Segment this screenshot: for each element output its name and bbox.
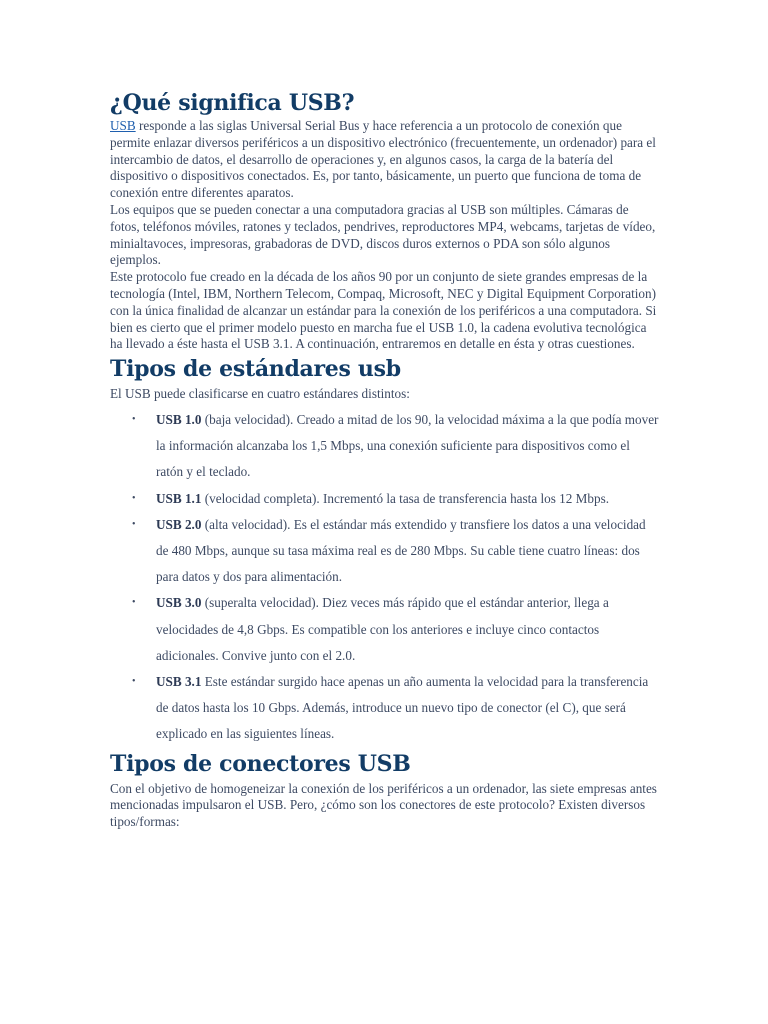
standard-name: USB 2.0 bbox=[156, 516, 202, 532]
standard-name: USB 3.1 bbox=[156, 673, 202, 689]
standard-description: Este estándar surgido hace apenas un año aumenta la velocidad para la transferencia de datos hasta los 10 Gbps. Además, introduce un nuevo tipo de conector (el C), que será explicado en las siguientes líneas. bbox=[156, 673, 649, 742]
paragraph-usb-definition bbox=[110, 118, 660, 202]
list-item bbox=[110, 407, 660, 486]
paragraph-usb-definition-text: responde a las siglas Universal Serial Bus y hace referencia a un protocolo de conexión que permite enlazar diversos periféricos a un dispositivo electrónico (frecuentemente, un ordenador) para el intercambio de datos, el desarrollo de operaciones y, en algunos casos, la carga de la batería del dispositivo o dispositivos conectados. Es, por tanto, básicamente, un puerto que funciona de toma de conexión entre diferentes aparatos. bbox=[110, 118, 656, 201]
list-item bbox=[110, 486, 660, 512]
standard-name: USB 1.1 bbox=[156, 490, 202, 506]
section-title-tipos-de-estandares: Tipos de estándares usb bbox=[110, 356, 401, 383]
bullet-icon: • bbox=[132, 413, 136, 425]
bullet-icon: • bbox=[132, 597, 136, 609]
section-title-tipos-de-conectores: Tipos de conectores USB bbox=[110, 750, 411, 777]
standard-description: (baja velocidad). Creado a mitad de los 90, la velocidad máxima a la que podía mover la información alcanzaba los 1,5 Mbps, una conexión suficiente para dispositivos como el ratón y el teclado. bbox=[156, 411, 659, 480]
list-item bbox=[110, 512, 660, 591]
standard-description: (alta velocidad). Es el estándar más extendido y transfiere los datos a una velocidad de 480 Mbps, aunque su tasa máxima real es de 280 Mbps. Su cable tiene cuatro líneas: dos para datos y dos para alimentación. bbox=[156, 516, 646, 585]
section-title-que-significa-usb: ¿Qué significa USB? bbox=[110, 90, 355, 116]
document-page bbox=[110, 88, 660, 831]
standard-description: (superalta velocidad). Diez veces más rápido que el estándar anterior, llega a velocidades de 4,8 Gbps. Es compatible con los anteriores e incluye cinco contactos adicionales. Convive junto con el 2.0. bbox=[156, 595, 609, 663]
paragraph-connectors-intro: Con el objetivo de homogeneizar la conexión de los periféricos a un ordenador, las siete empresas antes mencionadas impulsaron el USB. Pero, ¿cómo son los conectores de este protocolo? Existen diversos tipos/formas: bbox=[110, 780, 657, 830]
standards-list bbox=[110, 407, 660, 748]
usb-link[interactable]: USB bbox=[110, 118, 136, 133]
list-item bbox=[110, 669, 660, 748]
standard-name: USB 1.0 bbox=[156, 411, 202, 427]
standard-description: (velocidad completa). Incrementó la tasa de transferencia hasta los 12 Mbps. bbox=[201, 490, 609, 506]
paragraph-usb-devices: Los equipos que se pueden conectar a una computadora gracias al USB son múltiples. Cámaras de fotos, teléfonos móviles, ratones y teclados, pendrives, reproductores MP4, webcams, tarjetas de vídeo, minialtavoces, impresoras, grabadoras de DVD, discos duros externos o PDA son sólo algunos ejemplos. bbox=[110, 201, 656, 268]
paragraph-usb-history: Este protocolo fue creado en la década de los años 90 por un conjunto de siete grandes empresas de la tecnología (Intel, IBM, Northern Telecom, Compaq, Microsoft, NEC y Digital Equipment Corporation) con la única finalidad de alcanzar un estándar para la conexión de los periféricos a una computadora. Si bien es cierto que el primer modelo puesto en marcha fue el USB 1.0, la cadena evolutiva tecnológica ha llevado a éste hasta el USB 3.1. A continuación, entraremos en detalle en ésta y otras cuestiones. bbox=[110, 269, 657, 352]
bullet-icon: • bbox=[132, 518, 136, 530]
standard-name: USB 3.0 bbox=[156, 595, 202, 611]
bullet-icon: • bbox=[132, 675, 136, 687]
paragraph-standards-intro: El USB puede clasificarse en cuatro estándares distintos: bbox=[110, 386, 410, 402]
list-item bbox=[110, 590, 660, 669]
bullet-icon: • bbox=[132, 492, 136, 504]
